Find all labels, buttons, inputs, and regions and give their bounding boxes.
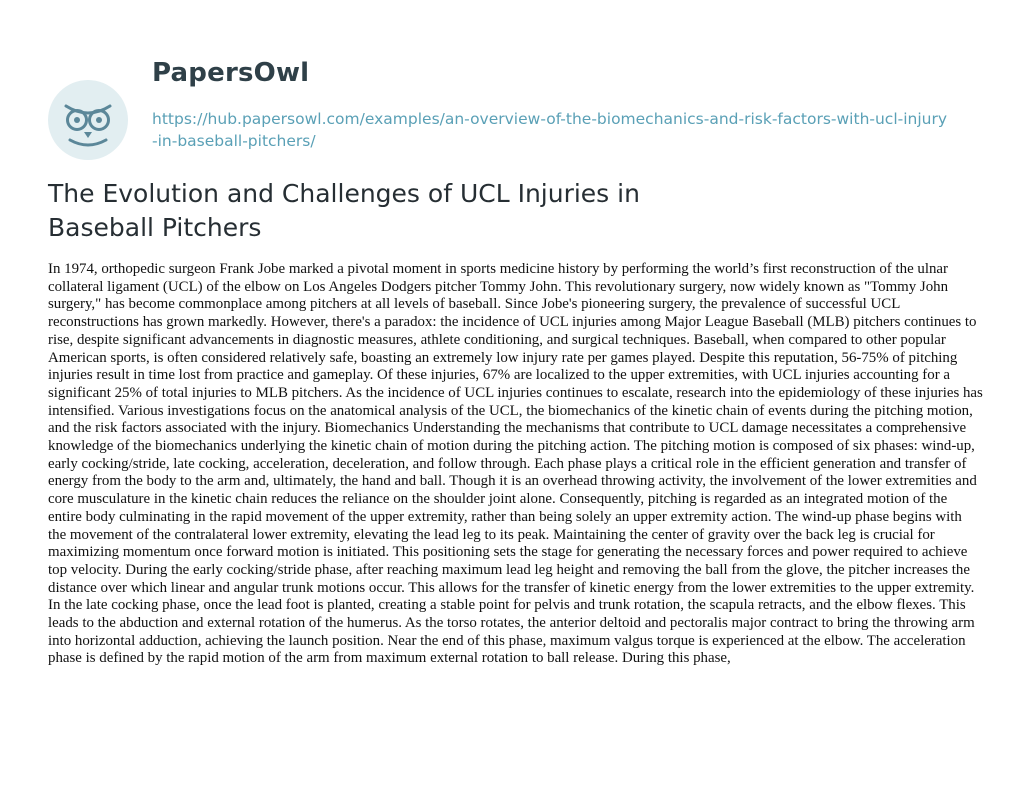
- brand-name: PapersOwl: [152, 58, 310, 88]
- source-url-link[interactable]: https://hub.papersowl.com/examples/an-overview-of-the-biomechanics-and-risk-factors-with-ucl-injury-in-baseball-pitchers/: [152, 110, 948, 150]
- papersowl-logo: [48, 80, 128, 160]
- site-header: [48, 30, 988, 160]
- owl-face-icon: [48, 80, 128, 160]
- document-body: In 1974, orthopedic surgeon Frank Jobe marked a pivotal moment in sports medicine history by performing the world’s first reconstruction of the ulnar collateral ligament (UCL) of the elbow on Los Angeles Dodgers pitcher Tommy John. This revolutionary surgery, now widely known as "Tommy John surgery," has become commonplace among pitchers at all levels of baseball. Since Jobe's pioneering surgery, the prevalence of successful UCL reconstructions has grown markedly. However, there's a paradox: the incidence of UCL injuries among Major League Baseball (MLB) pitchers continues to rise, despite significant advancements in diagnostic measures, athlete conditioning, and surgical techniques. Baseball, when compared to other popular American sports, is often considered relatively safe, boasting an extremely low injury rate per games played. Despite this reputation, 56-75% of pitching injuries result in time lost from practice and gameplay. Of these injuries, 67% are localized to the upper extremities, with UCL injuries accounting for a significant 25% of total injuries to MLB pitchers. As the incidence of UCL injuries continues to escalate, research into the epidemiology of these injuries has intensified. Various investigations focus on the anatomical analysis of the UCL, the biomechanics of the kinetic chain of events during the pitching motion, and the risk factors associated with the injury. Biomechanics Understanding the mechanisms that contribute to UCL damage necessitates a comprehensive knowledge of the biomechanics underlying the kinetic chain of motion during the pitching action. The pitching motion is composed of six phases: wind-up, early cocking/stride, late cocking, acceleration, deceleration, and follow through. Each phase plays a critical role in the efficient generation and transfer of energy from the body to the arm and, ultimately, the hand and ball. Though it is an overhead throwing activity, the involvement of the lower extremities and core musculature in the kinetic chain reduces the reliance on the shoulder joint alone. Consequently, pitching is regarded as an integrated motion of the entire body culminating in the rapid movement of the upper extremity, rather than being solely an upper extremity action. The wind-up phase begins with the movement of the contralateral lower extremity, elevating the lead leg to its peak. Maintaining the center of gravity over the back leg is crucial for maximizing momentum once forward motion is initiated. This positioning sets the stage for generating the necessary forces and power required to achieve top velocity. During the early cocking/stride phase, after reaching maximum lead leg height and removing the ball from the glove, the pitcher increases the distance over which linear and angular trunk motions occur. This allows for the transfer of kinetic energy from the lower extremities to the upper extremity. In the late cocking phase, once the lead foot is planted, creating a stable point for pelvis and trunk rotation, the scapula retracts, and the elbow flexes. This leads to the abduction and external rotation of the humerus. As the torso rotates, the anterior deltoid and pectoralis major contract to bring the throwing arm into horizontal adduction, achieving the launch position. Near the end of this phase, maximum valgus torque is experienced at the elbow. The acceleration phase is defined by the rapid motion of the arm from maximum external rotation to ball release. During this phase,: [48, 261, 983, 667]
- document-title: The Evolution and Challenges of UCL Injuries in Baseball Pitchers: [48, 179, 640, 242]
